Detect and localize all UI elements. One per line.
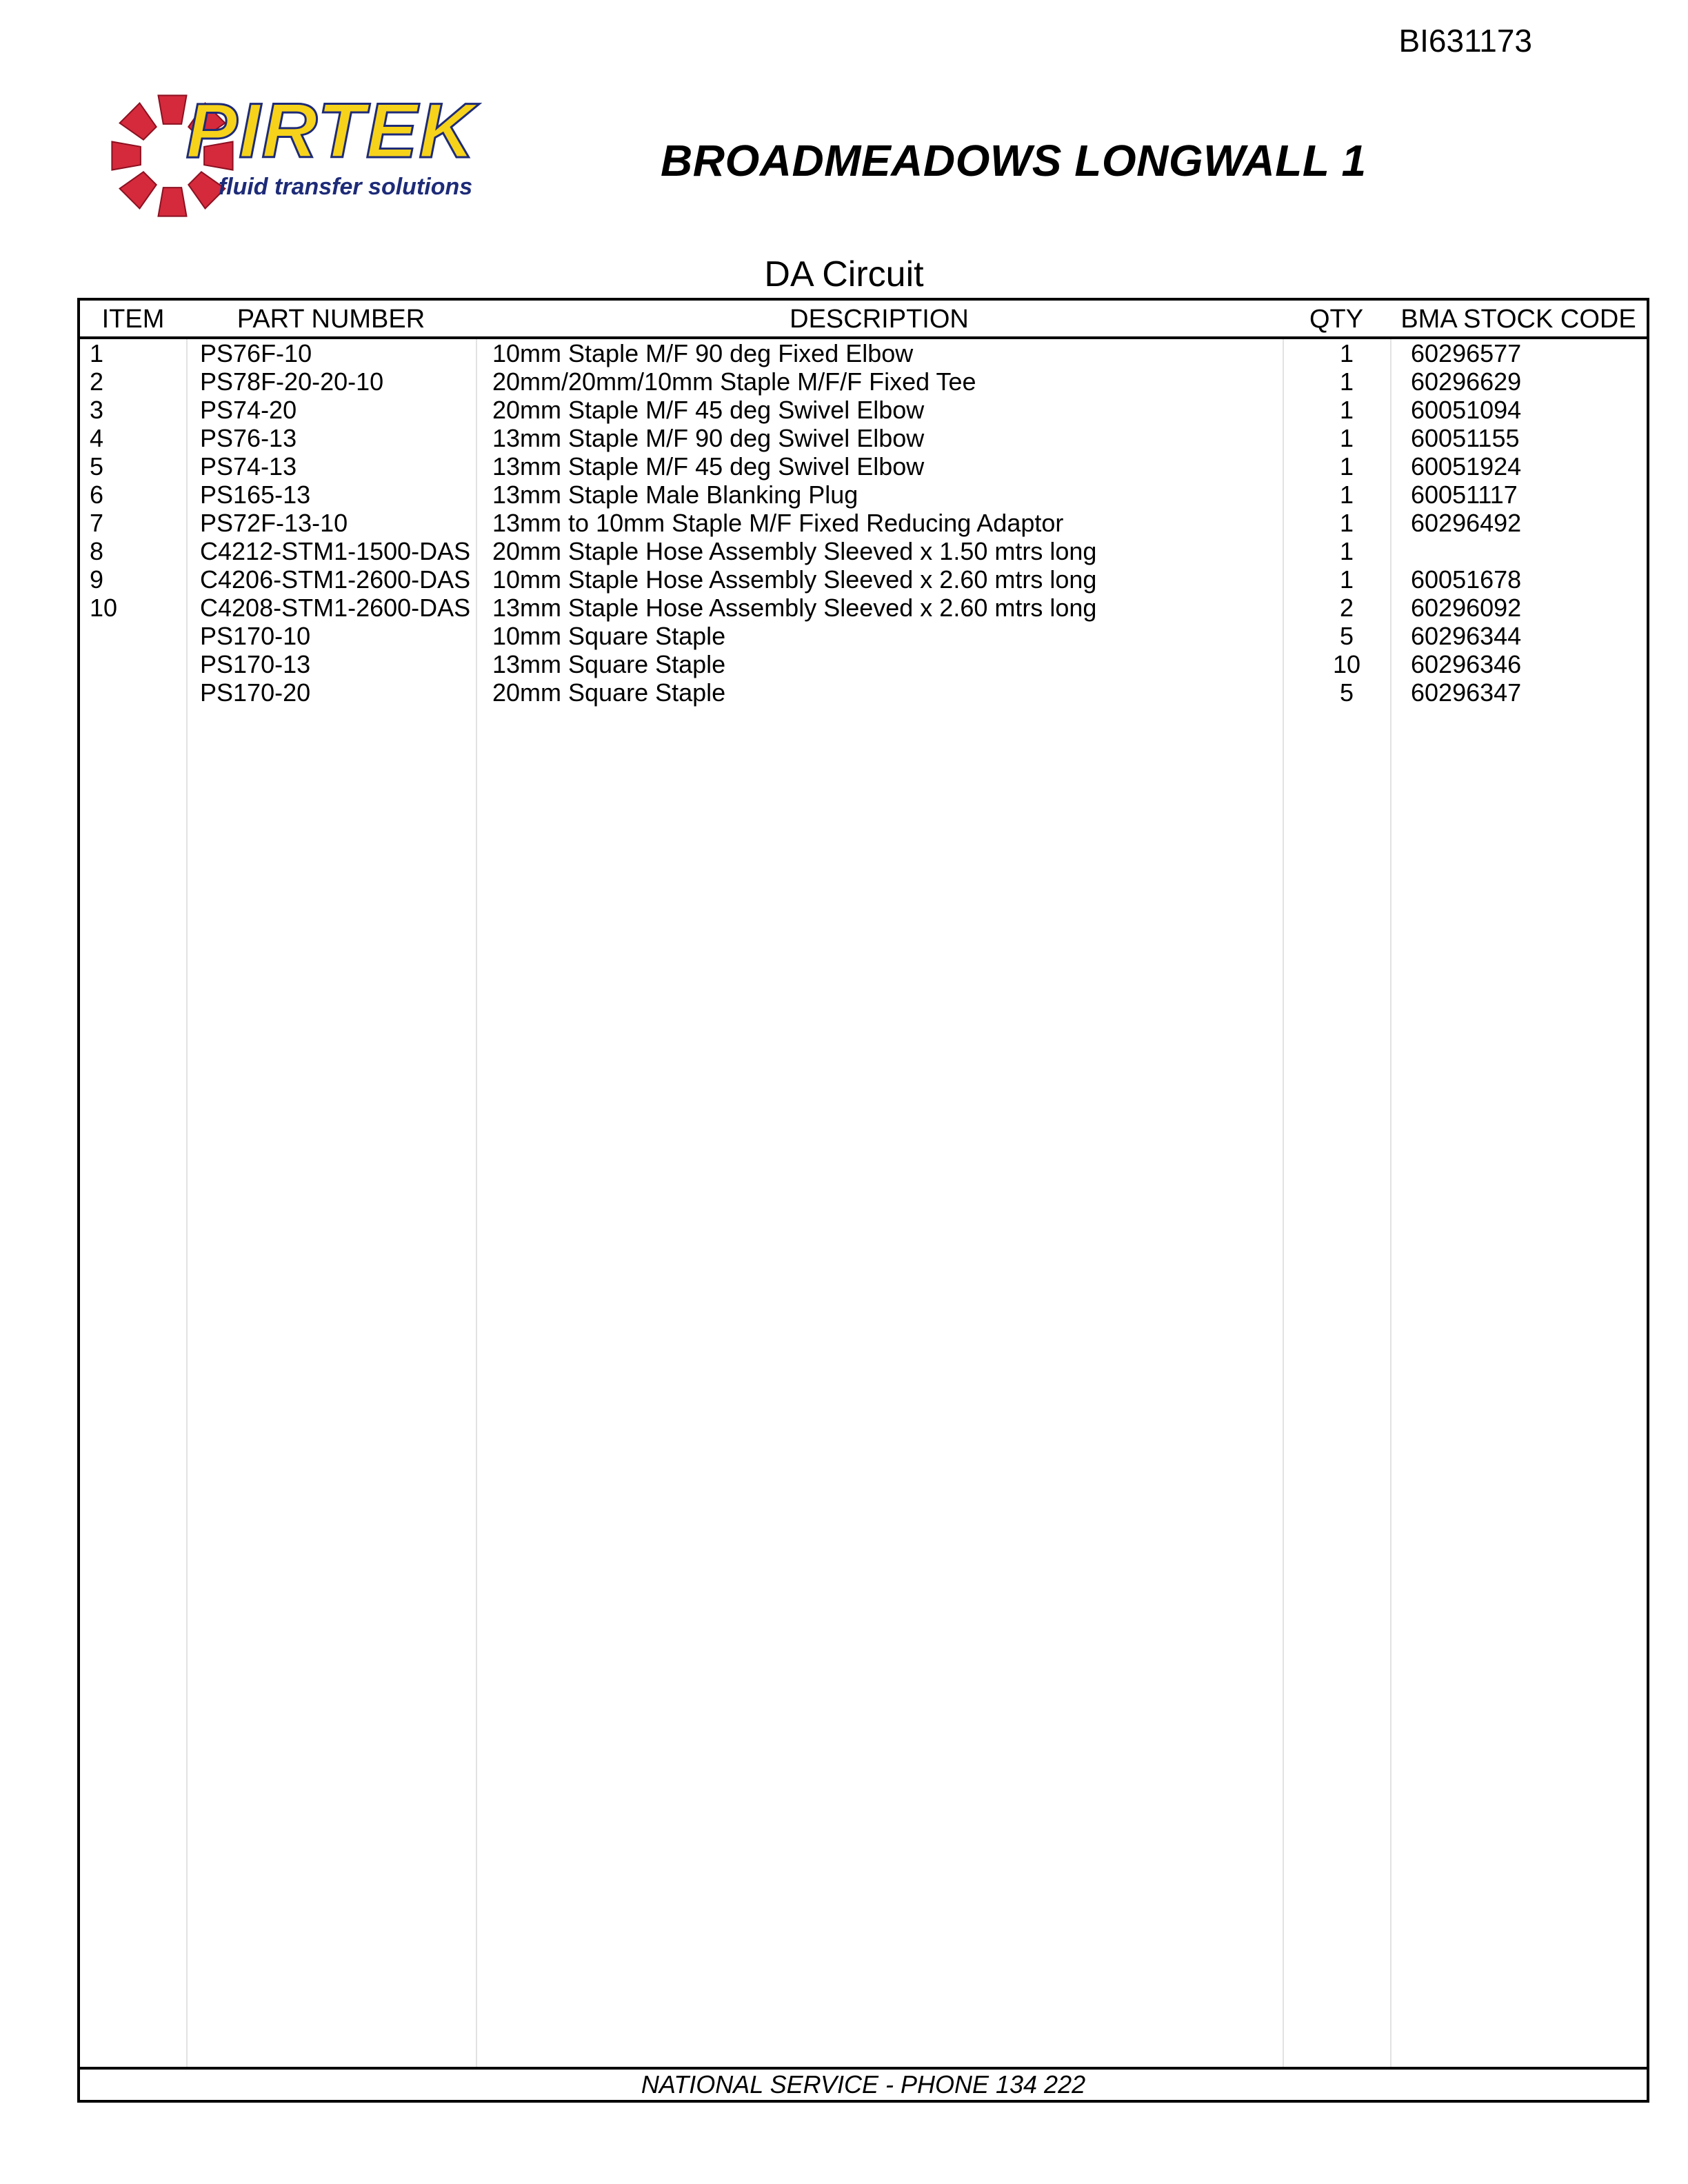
- cell-item: 2: [90, 367, 104, 396]
- cell-stock-code: 60296344: [1411, 622, 1522, 650]
- cell-description: 13mm Staple M/F 90 deg Swivel Elbow: [492, 424, 925, 452]
- cell-item: [90, 622, 186, 650]
- cell-part-number: PS74-13: [200, 452, 297, 481]
- cell-stock-code: 60296346: [1411, 650, 1522, 678]
- cell-part-number: PS170-13: [200, 650, 311, 678]
- cell-item: 9: [90, 565, 104, 594]
- cell-qty: 1: [1339, 367, 1354, 396]
- cell-item: 1: [90, 339, 104, 367]
- cell-qty: 1: [1339, 481, 1354, 509]
- header-stock-code: BMA STOCK CODE: [1400, 305, 1636, 334]
- cell-description: 10mm Staple Hose Assembly Sleeved x 2.60 mtrs long: [492, 565, 1097, 594]
- table-header: [80, 301, 1647, 339]
- cell-item: 8: [90, 537, 104, 565]
- table-row: [80, 396, 1647, 424]
- cell-part-number: C4212-STM1-1500-DAS: [200, 537, 471, 565]
- table-body: [80, 339, 1647, 707]
- cell-part-number: PS74-20: [200, 396, 297, 424]
- table-row: [80, 594, 1647, 622]
- header-item: ITEM: [101, 305, 165, 334]
- pirtek-logo: [109, 92, 592, 230]
- cell-description: 13mm Staple M/F 45 deg Swivel Elbow: [492, 452, 925, 481]
- cell-part-number: PS76-13: [200, 424, 297, 452]
- cell-stock-code: 60296092: [1411, 594, 1522, 622]
- cell-qty: 5: [1339, 622, 1354, 650]
- cell-description: 13mm Square Staple: [492, 650, 726, 678]
- cell-stock-code: [1411, 537, 1645, 565]
- table-row: [80, 565, 1647, 594]
- cell-description: 13mm to 10mm Staple M/F Fixed Reducing Adaptor: [492, 509, 1064, 537]
- cell-stock-code: 60051924: [1411, 452, 1522, 481]
- table-row: [80, 481, 1647, 509]
- cell-qty: 1: [1339, 396, 1354, 424]
- cell-description: 13mm Staple Hose Assembly Sleeved x 2.60 mtrs long: [492, 594, 1097, 622]
- table-row: [80, 452, 1647, 481]
- cell-item: 3: [90, 396, 104, 424]
- cell-stock-code: 60051678: [1411, 565, 1522, 594]
- cell-qty: 2: [1339, 594, 1354, 622]
- cell-qty: 1: [1339, 339, 1354, 367]
- cell-description: 13mm Staple Male Blanking Plug: [492, 481, 858, 509]
- cell-item: 10: [90, 594, 118, 622]
- cell-part-number: PS72F-13-10: [200, 509, 348, 537]
- circuit-subtitle: DA Circuit: [764, 254, 924, 294]
- table-row: [80, 650, 1647, 678]
- svg-text:fluid transfer solutions: fluid transfer solutions: [218, 174, 473, 200]
- header-qty: QTY: [1309, 305, 1364, 334]
- cell-part-number: C4208-STM1-2600-DAS: [200, 594, 471, 622]
- parts-table: [77, 298, 1649, 2103]
- cell-stock-code: 60296492: [1411, 509, 1522, 537]
- cell-item: 4: [90, 424, 104, 452]
- table-row: [80, 678, 1647, 707]
- cell-stock-code: 60296577: [1411, 339, 1522, 367]
- cell-stock-code: 60296347: [1411, 678, 1522, 707]
- cell-qty: 5: [1339, 678, 1354, 707]
- cell-item: 6: [90, 481, 104, 509]
- footer-service-phone: NATIONAL SERVICE - PHONE 134 222: [80, 2067, 1647, 2100]
- cell-item: 7: [90, 509, 104, 537]
- cell-qty: 1: [1339, 537, 1354, 565]
- cell-description: 20mm/20mm/10mm Staple M/F/F Fixed Tee: [492, 367, 976, 396]
- cell-part-number: PS78F-20-20-10: [200, 367, 384, 396]
- cell-description: 20mm Square Staple: [492, 678, 726, 707]
- cell-description: 20mm Staple Hose Assembly Sleeved x 1.50 mtrs long: [492, 537, 1097, 565]
- cell-stock-code: 60051117: [1411, 481, 1518, 509]
- table-row: [80, 367, 1647, 396]
- cell-part-number: PS165-13: [200, 481, 311, 509]
- page-title: BROADMEADOWS LONGWALL 1: [661, 136, 1367, 185]
- cell-stock-code: 60051155: [1411, 424, 1520, 452]
- header-description: DESCRIPTION: [790, 305, 969, 334]
- cell-description: 20mm Staple M/F 45 deg Swivel Elbow: [492, 396, 925, 424]
- header-part-number: PART NUMBER: [237, 305, 425, 334]
- cell-qty: 1: [1339, 424, 1354, 452]
- cell-part-number: PS76F-10: [200, 339, 312, 367]
- table-row: [80, 509, 1647, 537]
- table-row: [80, 339, 1647, 367]
- cell-qty: 1: [1339, 452, 1354, 481]
- cell-qty: 1: [1339, 565, 1354, 594]
- cell-item: [90, 650, 186, 678]
- cell-part-number: C4206-STM1-2600-DAS: [200, 565, 471, 594]
- cell-qty: 10: [1332, 650, 1361, 678]
- cell-part-number: PS170-10: [200, 622, 311, 650]
- table-row: [80, 622, 1647, 650]
- cell-part-number: PS170-20: [200, 678, 311, 707]
- cell-stock-code: 60296629: [1411, 367, 1522, 396]
- cell-stock-code: 60051094: [1411, 396, 1522, 424]
- cell-item: 5: [90, 452, 104, 481]
- document-code: BI631173: [1398, 23, 1532, 59]
- cell-qty: 1: [1339, 509, 1354, 537]
- cell-item: [90, 678, 186, 707]
- table-row: [80, 537, 1647, 565]
- table-row: [80, 424, 1647, 452]
- svg-text:PIRTEK: PIRTEK: [185, 92, 476, 174]
- cell-description: 10mm Staple M/F 90 deg Fixed Elbow: [492, 339, 914, 367]
- cell-description: 10mm Square Staple: [492, 622, 726, 650]
